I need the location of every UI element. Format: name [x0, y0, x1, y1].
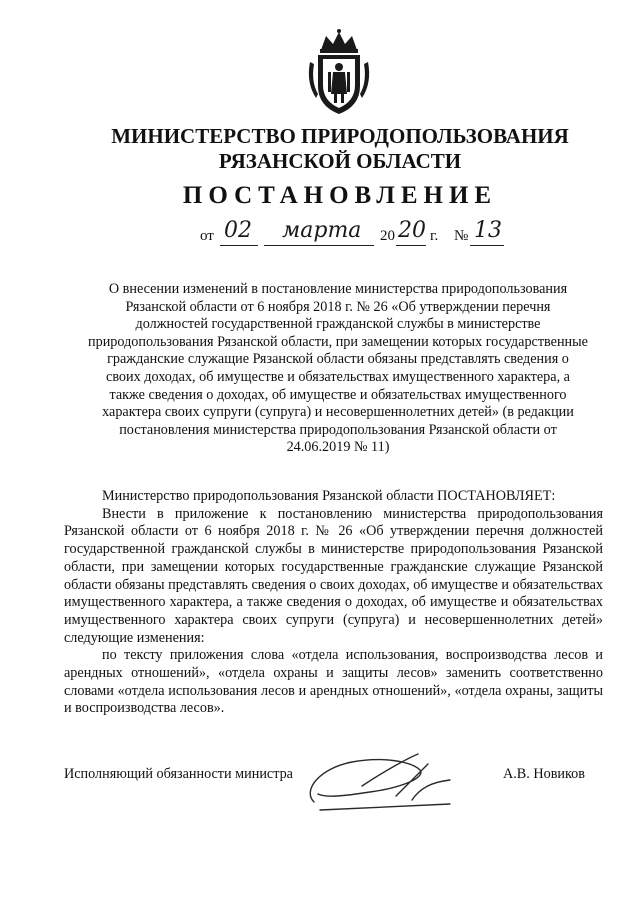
year-underline — [396, 245, 426, 246]
date-prefix: от — [200, 228, 214, 244]
year-label: г. — [430, 228, 439, 244]
day-underline — [220, 245, 258, 246]
number-underline — [470, 245, 504, 246]
year-prefix: 20 — [380, 228, 395, 244]
year-suffix: 20 — [398, 218, 426, 243]
signatory-name: А.В. Новиков — [503, 766, 585, 782]
document-subject: О внесении изменений в постановление министерства природопользования Рязанской области от 6 ноября 2018 г. № 26 «Об утверждении перечня должностей государственной гражданской службы в министерстве природопользования Рязанской области, при замещении которых государственные гражданские служащие Рязанской области обязаны представлять сведения о своих доходах, об имуществе и обязательствах имущественного характера, а также сведения о доходах, об имуществе и обязательствах имущественного характера своих супруги (супруга) и несовершеннолетних детей» (в редакции постановления министерства природопользования Рязанской области от 24.06.2019 № 11) — [88, 281, 588, 456]
date-day: 02 — [224, 218, 252, 243]
month-underline — [264, 245, 374, 246]
handwritten-signature — [300, 740, 460, 820]
document-body — [64, 488, 603, 718]
body-paragraph-2: Внести в приложение к постановлению министерства природопользования Рязанской области от 6 ноября 2018 г. № 26 «Об утверждении перечня должностей государственной гражданской службы в министерстве природопользования Рязанской области, при замещении которых государственные гражданские служащие Рязанской области обязаны представлять сведения о своих доходах, об имуществе и обязательствах имущественного характера, а также сведения о доходах, об имуществе и обязательствах имущественного характера своих супруги (супруга) и несовершеннолетних детей» следующие изменения: — [64, 505, 603, 646]
date-month: марта — [282, 218, 362, 243]
signatory-position: Исполняющий обязанности министра — [64, 766, 293, 782]
body-paragraph-1: Министерство природопользования Рязанской области ПОСТАНОВЛЯЕТ: — [102, 488, 556, 504]
ministry-name-line-1: МИНИСТЕРСТВО ПРИРОДОПОЛЬЗОВАНИЯ — [111, 124, 569, 148]
document-number: 13 — [474, 218, 502, 243]
ministry-name-line-2: РЯЗАНСКОЙ ОБЛАСТИ — [218, 149, 462, 173]
document-type-heading: ПОСТАНОВЛЕНИЕ — [182, 182, 498, 209]
number-label: № — [454, 228, 469, 244]
date-line — [200, 218, 520, 248]
body-paragraph-3: по тексту приложения слова «отдела использования, воспроизводства лесов и арендных отношений», «отдела охраны и защиты лесов» заменить соответственно словами «отдела использования лесов и арендных отношений», «отдела охраны, защиты и воспроизводства лесов». — [64, 647, 603, 717]
coat-of-arms-emblem — [304, 28, 374, 118]
